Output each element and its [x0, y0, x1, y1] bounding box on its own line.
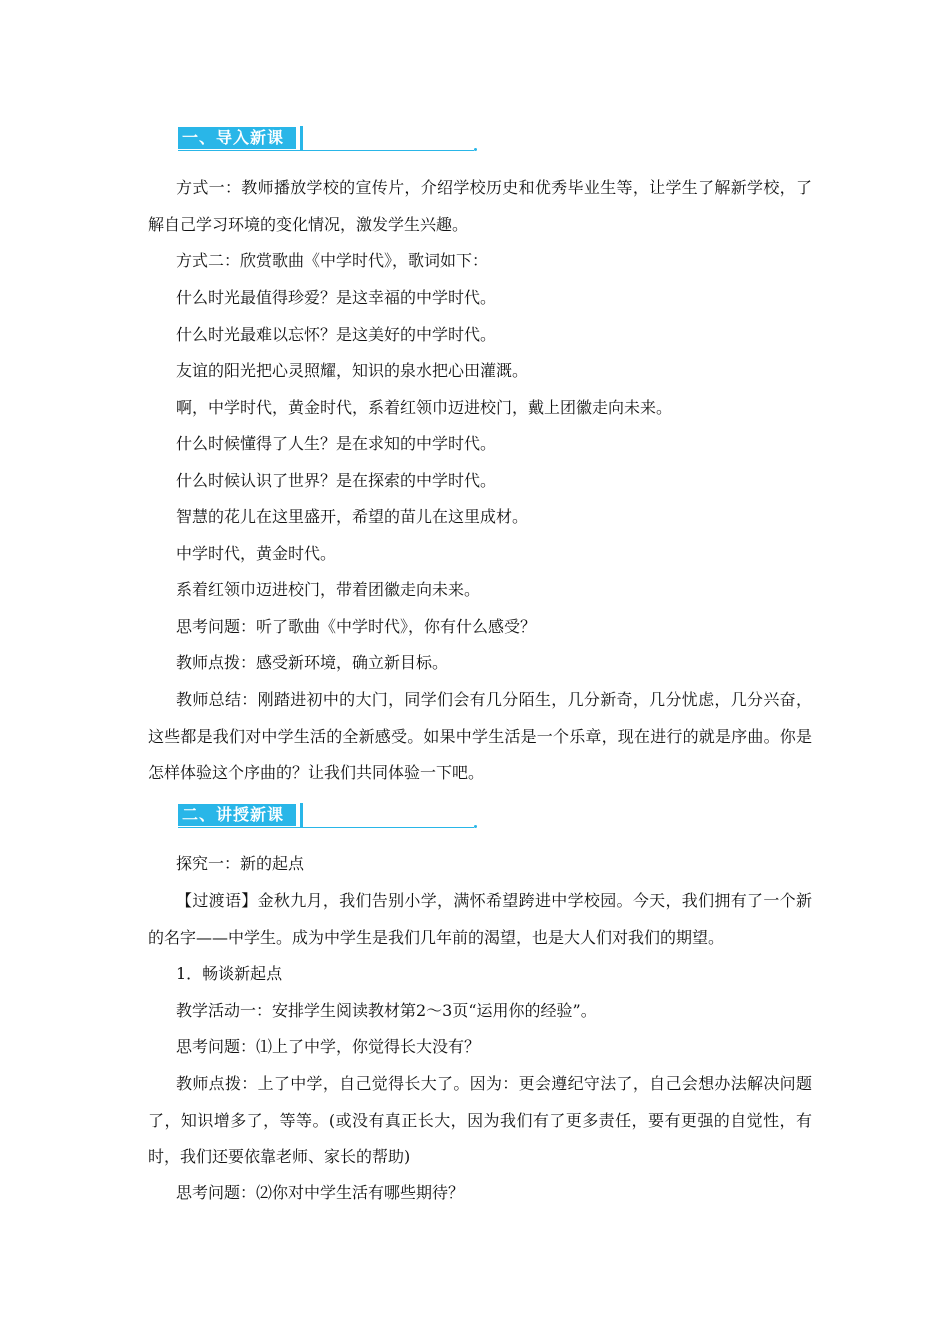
lyric-line: 什么时光最难以忘怀？是这美好的中学时代。 — [176, 325, 497, 344]
paragraph-teacher-tip: 教师点拨：上了中学，自己觉得长大了。因为：更会遵纪守法了，自己会想办法解决问题了，知识增多了，等等。(或没有真正长大，因为我们有了更多责任，要有更强的自觉性，有时，我们还要依靠老师、家长的帮助) — [148, 1074, 812, 1166]
paragraph-teacher-tip: 教师点拨：感受新环境，确立新目标。 — [176, 653, 449, 672]
paragraph-method-one: 方式一：教师播放学校的宣传片，介绍学校历史和优秀毕业生等，让学生了解新学校，了解自己学习环境的变化情况，激发学生兴趣。 — [148, 178, 812, 234]
lyric-line: 系着红领巾迈进校门，带着团徽走向未来。 — [176, 580, 481, 599]
lyric-line: 中学时代，黄金时代。 — [176, 544, 337, 563]
lyric-line: 智慧的花儿在这里盛开，希望的苗儿在这里成材。 — [176, 507, 529, 526]
lyric-line: 什么时候懂得了人生？是在求知的中学时代。 — [176, 434, 497, 453]
paragraph-question: 思考问题：⑵你对中学生活有哪些期待？ — [176, 1183, 465, 1202]
paragraph-question: 思考问题：听了歌曲《中学时代》，你有什么感受？ — [176, 617, 537, 636]
heading-bar — [300, 126, 303, 150]
paragraph-transition: 【过渡语】金秋九月，我们告别小学，满怀希望跨进中学校园。今天，我们拥有了一个新的名字——中学生。成为中学生是我们几年前的渴望，也是大人们对我们的期望。 — [148, 891, 812, 947]
paragraph-subheading: 1．畅谈新起点 — [176, 964, 283, 983]
heading-underline-dot — [474, 825, 477, 828]
paragraph-explore-one: 探究一：新的起点 — [176, 854, 305, 873]
paragraph-method-two: 方式二：欣赏歌曲《中学时代》，歌词如下： — [176, 251, 489, 270]
heading-underline — [178, 827, 474, 828]
paragraph-teacher-summary: 教师总结：刚踏进初中的大门，同学们会有几分陌生，几分新奇，几分忧虑，几分兴奋，这些都是我们对中学生活的全新感受。如果中学生活是一个乐章，现在进行的就是序曲。你是怎样体验这个序曲的？让我们共同体验一下吧。 — [148, 690, 812, 782]
lyric-line: 啊，中学时代，黄金时代，系着红领巾迈进校门，戴上团徽走向未来。 — [176, 398, 673, 417]
heading-underline — [178, 150, 474, 151]
paragraph-activity: 教学活动一：安排学生阅读教材第2～3页“运用你的经验”。 — [176, 1001, 597, 1020]
heading-bar — [300, 803, 303, 827]
heading-text: 二、讲授新课 — [182, 805, 285, 824]
paragraph-question: 思考问题：⑴上了中学，你觉得长大没有？ — [176, 1037, 481, 1056]
lyric-line: 什么时光最值得珍爱？是这幸福的中学时代。 — [176, 288, 497, 307]
lyric-line: 什么时候认识了世界？是在探索的中学时代。 — [176, 471, 497, 490]
lyric-line: 友谊的阳光把心灵照耀，知识的泉水把心田灌溉。 — [176, 361, 529, 380]
heading-text: 一、导入新课 — [182, 128, 285, 147]
heading-underline-dot — [474, 148, 477, 151]
